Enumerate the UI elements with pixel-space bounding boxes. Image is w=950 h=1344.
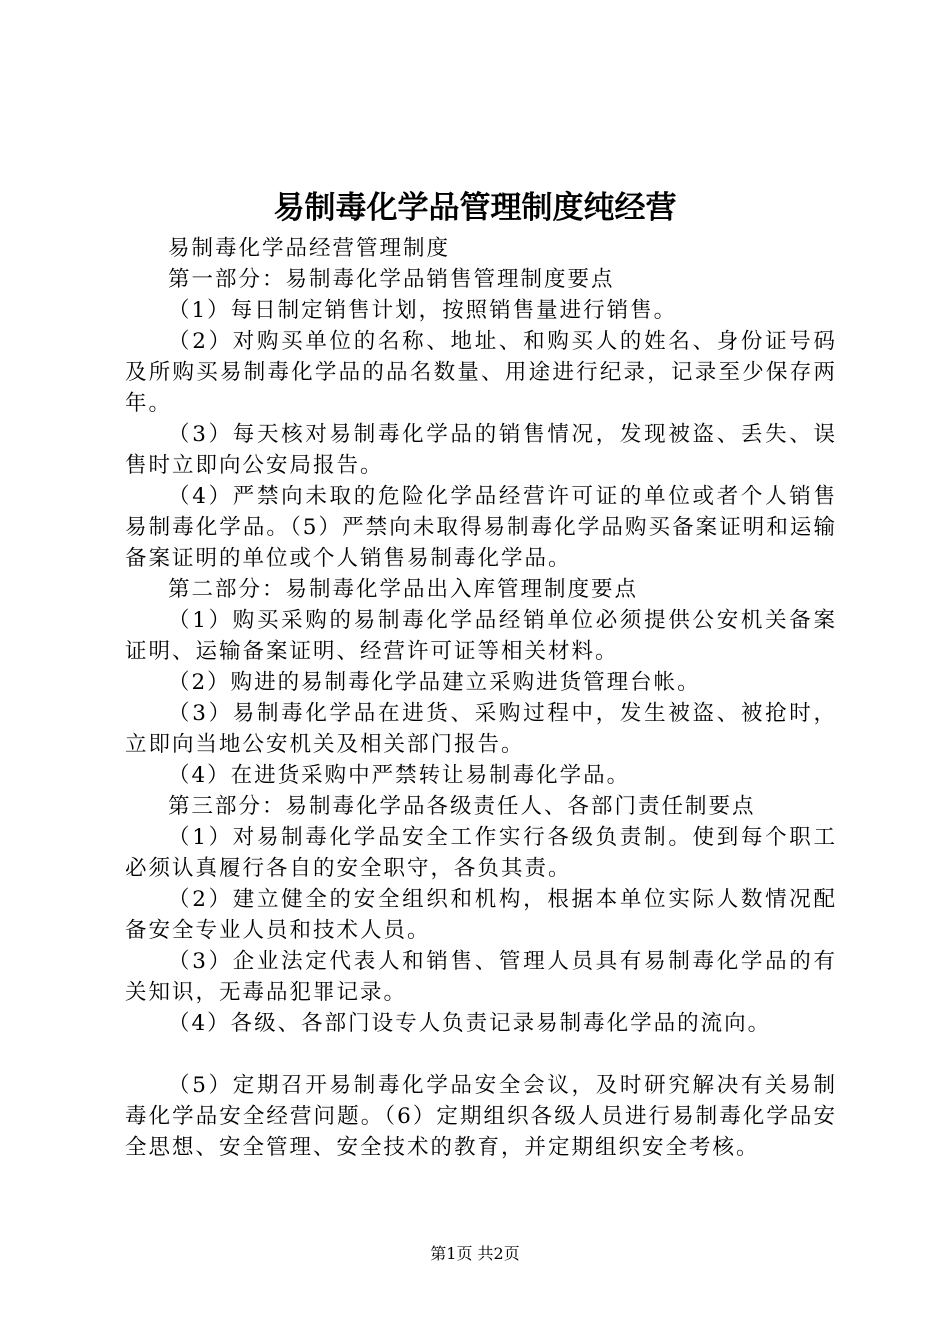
paragraph: （2）对购买单位的名称、地址、和购买人的姓名、身份证号码及所购买易制毒化学品的品名数量、用途进行纪录，记录至少保存两年。 [125, 329, 837, 416]
paragraph: （2）建立健全的安全组织和机构，根据本单位实际人数情况配备安全专业人员和技术人员。 [125, 887, 837, 943]
paragraph: （4）严禁向未取的危险化学品经营许可证的单位或者个人销售易制毒化学品。（5）严禁向未取得易制毒化学品购买备案证明和运输备案证明的单位或个人销售易制毒化学品。 [125, 484, 837, 571]
paragraph: （1）每日制定销售计划，按照销售量进行销售。 [168, 298, 678, 323]
paragraph: （3）每天核对易制毒化学品的销售情况，发现被盗、丢失、误售时立即向公安局报告。 [125, 422, 837, 478]
paragraph: （4）各级、各部门设专人负责记录易制毒化学品的流向。 [168, 1011, 772, 1036]
paragraph: （5）定期召开易制毒化学品安全会议，及时研究解决有关易制毒化学品安全经营问题。（6）定期组织各级人员进行易制毒化学品安全思想、安全管理、安全技术的教育，并定期组织安全考核。 [125, 1073, 837, 1160]
page-footer: 第1页 共2页 [430, 1244, 520, 1263]
section-heading-1: 第一部分：易制毒化学品销售管理制度要点 [168, 267, 615, 292]
document-title: 易制毒化学品管理制度纯经营 [273, 190, 677, 226]
paragraph: （1）购买采购的易制毒化学品经销单位必须提供公安机关备案证明、运输备案证明、经营许可证等相关材料。 [125, 608, 837, 664]
paragraph: （3）企业法定代表人和销售、管理人员具有易制毒化学品的有关知识，无毒品犯罪记录。 [125, 949, 837, 1005]
paragraph: （4）在进货采购中严禁转让易制毒化学品。 [168, 763, 631, 788]
paragraph: （3）易制毒化学品在进货、采购过程中，发生被盗、被抢时，立即向当地公安机关及相关部门报告。 [125, 701, 837, 757]
paragraph-subtitle: 易制毒化学品经营管理制度 [168, 236, 451, 261]
section-heading-3: 第三部分：易制毒化学品各级责任人、各部门责任制要点 [168, 794, 756, 819]
document-body [125, 233, 837, 1163]
section-heading-2: 第二部分：易制毒化学品出入库管理制度要点 [168, 577, 639, 602]
paragraph: （1）对易制毒化学品安全工作实行各级负责制。使到每个职工必须认真履行各自的安全职守，各负其责。 [125, 825, 837, 881]
paragraph: （2）购进的易制毒化学品建立采购进货管理台帐。 [168, 670, 701, 695]
